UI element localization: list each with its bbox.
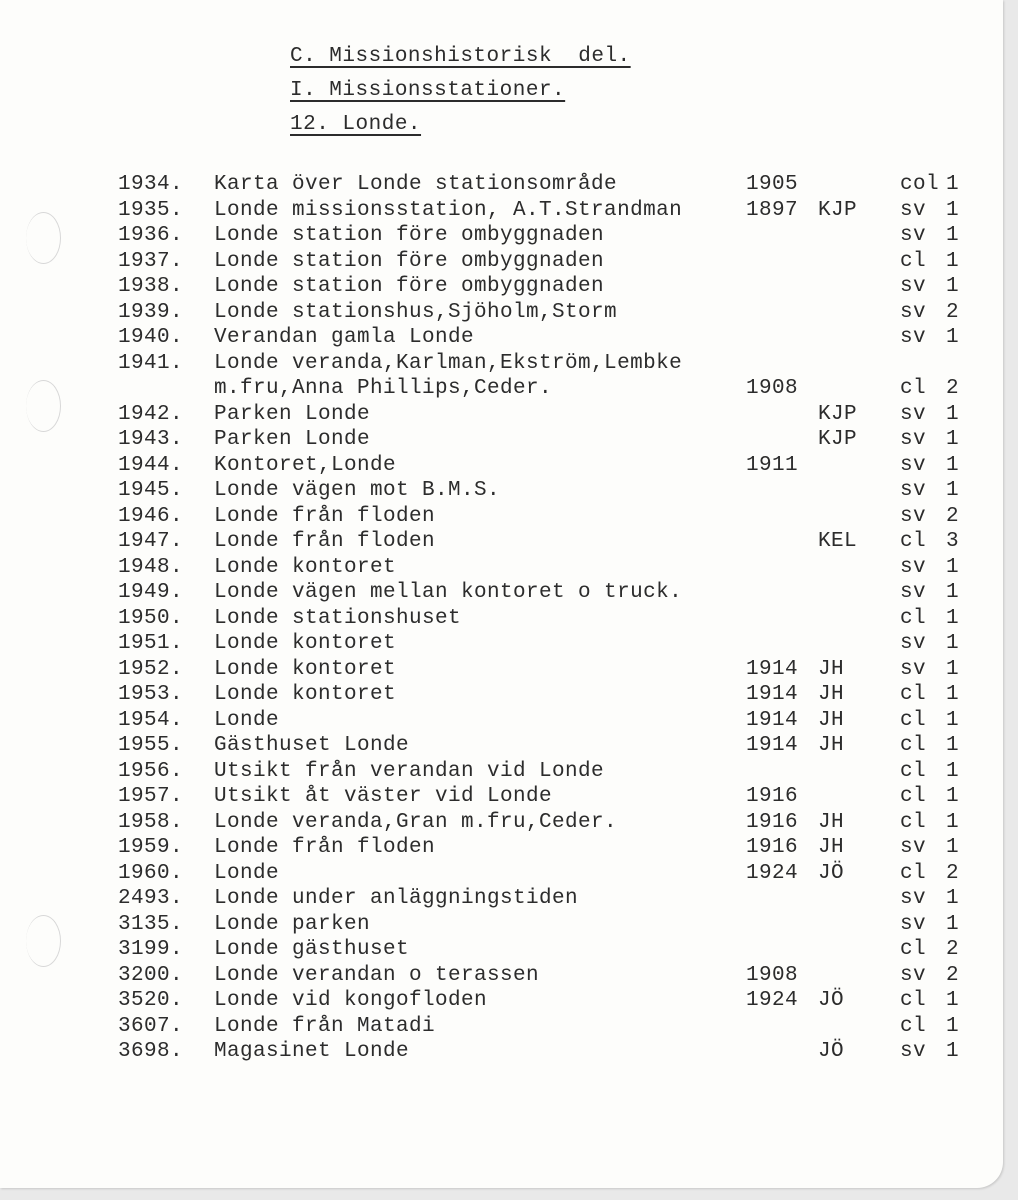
subsection-heading: I. Missionsstationer. [290, 79, 566, 102]
entry-description: Kontoret,Londe [214, 453, 397, 477]
entry-count: 1 [946, 912, 960, 936]
entry-number: 1954. [118, 708, 184, 732]
entry-number: 1958. [118, 810, 184, 834]
entry-format: cl [900, 734, 927, 757]
entry-format: cl [900, 810, 927, 834]
entry-count: 1 [946, 402, 960, 426]
entry-format: sv [900, 326, 927, 349]
entry-description: Londe stationshuset [214, 606, 462, 630]
entry-row [118, 172, 978, 198]
entry-row [118, 835, 978, 861]
entry-description: Londe verandan o terassen [214, 963, 540, 987]
entry-description: Gästhuset Londe [214, 734, 410, 757]
entry-count: 1 [946, 224, 960, 247]
entry-photographer: JH [818, 657, 845, 681]
entry-description: Parken Londe [214, 428, 371, 451]
entry-format: cl [900, 683, 927, 706]
entry-number: 1949. [118, 581, 184, 604]
entry-description: Londe gästhuset [214, 938, 410, 961]
entry-row [118, 810, 978, 836]
entry-description: Londe från floden [214, 836, 436, 859]
entry-row [118, 325, 978, 351]
entry-description: Londe vägen mot B.M.S. [214, 479, 501, 502]
entry-count: 1 [946, 275, 960, 298]
entry-row [118, 351, 978, 377]
entry-description: Londe kontoret [214, 657, 397, 681]
entry-row [118, 682, 978, 708]
entry-number: 1947. [118, 530, 184, 553]
entry-count: 1 [946, 326, 960, 349]
entry-description: Londe kontoret [214, 683, 397, 706]
entry-row [118, 963, 978, 989]
entry-description: Londe station före ombyggnaden [214, 224, 605, 247]
entry-number: 1948. [118, 555, 184, 579]
entry-row [118, 733, 978, 759]
entry-description: Parken Londe [214, 402, 371, 426]
entry-format: sv [900, 224, 927, 247]
entry-row [118, 912, 978, 938]
entry-number: 1951. [118, 632, 184, 655]
entry-count: 1 [946, 810, 960, 834]
entry-row [118, 937, 978, 963]
entry-number: 1960. [118, 861, 184, 885]
entry-format: cl [900, 606, 927, 630]
entry-photographer: KJP [818, 428, 858, 451]
entry-number: 2493. [118, 887, 184, 910]
entry-row [118, 478, 978, 504]
entry-number: 1945. [118, 479, 184, 502]
entry-number: 1950. [118, 606, 184, 630]
entry-description: Londe veranda,Karlman,Ekström,Lembke [214, 351, 683, 375]
entry-row [118, 300, 978, 326]
station-heading: 12. Londe. [290, 113, 422, 136]
entry-row [118, 249, 978, 275]
entry-number: 1952. [118, 657, 184, 681]
entry-number: 1937. [118, 249, 184, 273]
entry-description: Verandan gamla Londe [214, 326, 475, 349]
entry-number: 1942. [118, 402, 184, 426]
entry-format: cl [900, 249, 927, 273]
entry-year: 1916 [746, 810, 799, 834]
entry-photographer: JÖ [818, 1040, 845, 1063]
entry-count: 2 [946, 504, 960, 528]
entry-number: 1940. [118, 326, 184, 349]
entry-format: cl [900, 377, 927, 400]
entry-number: 3199. [118, 938, 184, 961]
entry-count: 1 [946, 708, 960, 732]
entry-row [118, 555, 978, 581]
entry-row [118, 529, 978, 555]
entry-count: 1 [946, 657, 960, 681]
entry-format: sv [900, 428, 927, 451]
entry-format: cl [900, 1014, 927, 1038]
entry-description: Londe station före ombyggnaden [214, 275, 605, 298]
entry-year: 1905 [746, 173, 799, 196]
entry-format: cl [900, 530, 927, 553]
entry-row [118, 988, 978, 1014]
entry-list [118, 172, 978, 1065]
entry-count: 2 [946, 377, 960, 400]
entry-year: 1916 [746, 836, 799, 859]
entry-count: 1 [946, 1014, 960, 1038]
entry-format: sv [900, 963, 927, 987]
entry-number: 3520. [118, 989, 184, 1012]
entry-number: 1938. [118, 275, 184, 298]
entry-count: 1 [946, 479, 960, 502]
entry-count: 1 [946, 989, 960, 1012]
entry-row [118, 198, 978, 224]
entry-count: 1 [946, 428, 960, 451]
entry-photographer: KEL [818, 530, 858, 553]
entry-format: sv [900, 887, 927, 910]
entry-count: 1 [946, 683, 960, 706]
entry-description: Karta över Londe stationsområde [214, 173, 618, 196]
entry-number: 1946. [118, 504, 184, 528]
entry-row [118, 708, 978, 734]
entry-photographer: JH [818, 708, 845, 732]
entry-row [118, 1039, 978, 1065]
entry-format: sv [900, 198, 927, 222]
entry-count: 2 [946, 963, 960, 987]
entry-format: sv [900, 402, 927, 426]
entry-photographer: JÖ [818, 989, 845, 1012]
entry-number: 1953. [118, 683, 184, 706]
entry-photographer: JH [818, 734, 845, 757]
entry-count: 2 [946, 300, 960, 324]
entry-count: 3 [946, 530, 960, 553]
entry-description: Londe kontoret [214, 632, 397, 655]
entry-count: 1 [946, 453, 960, 477]
entry-number: 3607. [118, 1014, 184, 1038]
card-headings [290, 40, 631, 142]
entry-count: 1 [946, 887, 960, 910]
entry-row [118, 1014, 978, 1040]
entry-format: sv [900, 453, 927, 477]
entry-row [118, 759, 978, 785]
entry-count: 1 [946, 555, 960, 579]
punch-hole [26, 212, 61, 264]
entry-number: 1944. [118, 453, 184, 477]
entry-format: cl [900, 785, 927, 808]
entry-row [118, 631, 978, 657]
entry-description: Londe veranda,Gran m.fru,Ceder. [214, 810, 618, 834]
entry-photographer: JH [818, 683, 845, 706]
entry-count: 2 [946, 938, 960, 961]
entry-year: 1914 [746, 657, 799, 681]
entry-count: 1 [946, 759, 960, 783]
entry-format: cl [900, 938, 927, 961]
entry-row [118, 453, 978, 479]
entry-year: 1914 [746, 683, 799, 706]
entry-number: 1934. [118, 173, 184, 196]
punch-hole [26, 915, 61, 967]
entry-description: Londe kontoret [214, 555, 397, 579]
entry-row [118, 427, 978, 453]
entry-number: 3135. [118, 912, 184, 936]
entry-format: sv [900, 836, 927, 859]
entry-number: 1943. [118, 428, 184, 451]
entry-format: sv [900, 275, 927, 298]
entry-year: 1914 [746, 708, 799, 732]
entry-description: Londe från Matadi [214, 1014, 436, 1038]
entry-number: 1935. [118, 198, 184, 222]
entry-description: Londe [214, 708, 280, 732]
entry-row [118, 223, 978, 249]
entry-format: cl [900, 759, 927, 783]
entry-description: Utsikt från verandan vid Londe [214, 759, 605, 783]
entry-format: col [900, 173, 940, 196]
entry-row [118, 504, 978, 530]
entry-count: 1 [946, 785, 960, 808]
entry-count: 2 [946, 861, 960, 885]
entry-description: Londe [214, 861, 280, 885]
entry-format: sv [900, 300, 927, 324]
entry-row [118, 274, 978, 300]
section-heading: C. Missionshistorisk del. [290, 45, 631, 68]
entry-row [118, 606, 978, 632]
entry-description: Londe parken [214, 912, 371, 936]
entry-row [118, 657, 978, 683]
entry-row [118, 861, 978, 887]
entry-description: Londe från floden [214, 504, 436, 528]
entry-format: sv [900, 581, 927, 604]
entry-row [118, 784, 978, 810]
entry-description: Londe under anläggningstiden [214, 887, 579, 910]
entry-description: Utsikt åt väster vid Londe [214, 785, 553, 808]
entry-format: sv [900, 912, 927, 936]
entry-number: 1939. [118, 300, 184, 324]
entry-format: sv [900, 504, 927, 528]
entry-photographer: KJP [818, 198, 858, 222]
entry-year: 1908 [746, 963, 799, 987]
entry-year: 1897 [746, 198, 799, 222]
entry-description: Londe vägen mellan kontoret o truck. [214, 581, 683, 604]
entry-photographer: KJP [818, 402, 858, 426]
entry-photographer: JÖ [818, 861, 845, 885]
entry-row [118, 580, 978, 606]
entry-row [118, 402, 978, 428]
entry-description: m.fru,Anna Phillips,Ceder. [214, 377, 553, 400]
entry-row [118, 376, 978, 402]
entry-year: 1924 [746, 989, 799, 1012]
entry-photographer: JH [818, 836, 845, 859]
entry-format: cl [900, 989, 927, 1012]
entry-format: sv [900, 1040, 927, 1063]
entry-format: sv [900, 479, 927, 502]
entry-number: 3698. [118, 1040, 184, 1063]
entry-year: 1911 [746, 453, 799, 477]
entry-number: 1936. [118, 224, 184, 247]
entry-count: 1 [946, 606, 960, 630]
entry-year: 1916 [746, 785, 799, 808]
entry-number: 3200. [118, 963, 184, 987]
entry-count: 1 [946, 249, 960, 273]
entry-count: 1 [946, 581, 960, 604]
entry-year: 1908 [746, 377, 799, 400]
entry-photographer: JH [818, 810, 845, 834]
entry-count: 1 [946, 173, 960, 196]
entry-count: 1 [946, 1040, 960, 1063]
entry-format: cl [900, 708, 927, 732]
entry-description: Londe vid kongofloden [214, 989, 488, 1012]
entry-description: Londe stationshus,Sjöholm,Storm [214, 300, 618, 324]
punch-hole [26, 380, 61, 432]
entry-format: sv [900, 555, 927, 579]
entry-number: 1959. [118, 836, 184, 859]
entry-year: 1914 [746, 734, 799, 757]
entry-description: Londe station före ombyggnaden [214, 249, 605, 273]
entry-number: 1955. [118, 734, 184, 757]
entry-count: 1 [946, 734, 960, 757]
entry-number: 1957. [118, 785, 184, 808]
entry-description: Londe från floden [214, 530, 436, 553]
entry-number: 1941. [118, 351, 184, 375]
entry-description: Londe missionsstation, A.T.Strandman [214, 198, 683, 222]
entry-format: cl [900, 861, 927, 885]
entry-number: 1956. [118, 759, 184, 783]
entry-format: sv [900, 657, 927, 681]
entry-row [118, 886, 978, 912]
entry-count: 1 [946, 632, 960, 655]
entry-count: 1 [946, 836, 960, 859]
entry-format: sv [900, 632, 927, 655]
entry-description: Magasinet Londe [214, 1040, 410, 1063]
entry-year: 1924 [746, 861, 799, 885]
entry-count: 1 [946, 198, 960, 222]
